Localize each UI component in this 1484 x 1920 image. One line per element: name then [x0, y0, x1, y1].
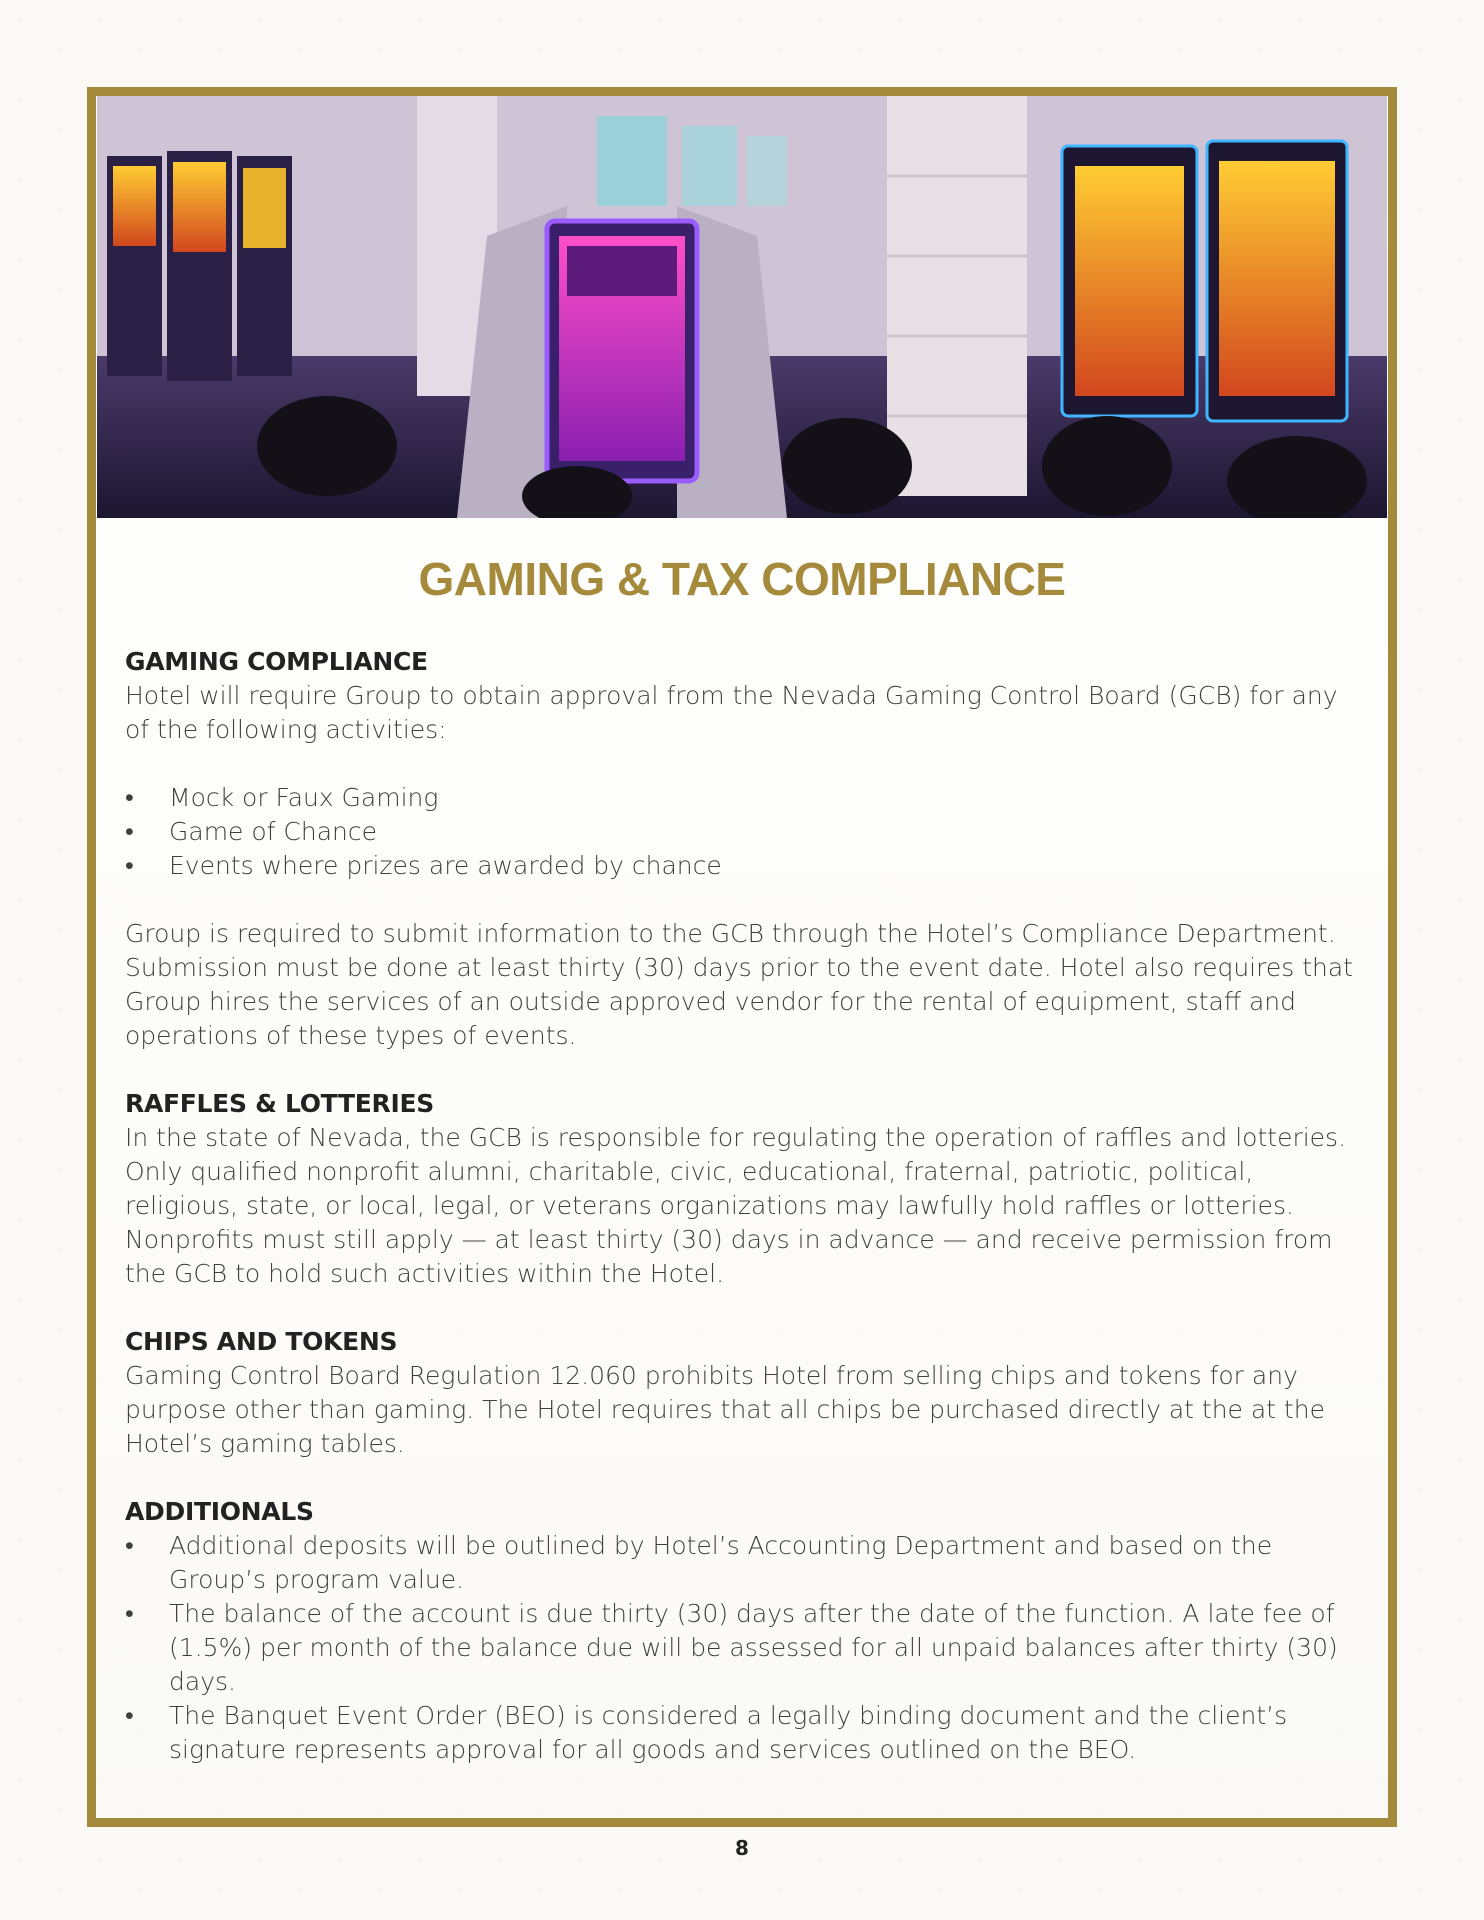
bullet-icon: •	[125, 783, 134, 812]
bullet-icon: •	[125, 851, 134, 880]
casino-photo-illustration	[97, 96, 1387, 518]
additionals-list	[125, 1529, 1360, 1767]
list-item-text: Mock or Faux Gaming	[169, 783, 439, 812]
list-item	[125, 1597, 1360, 1699]
list-item	[125, 1699, 1360, 1767]
chips-tokens-section	[125, 1325, 1360, 1461]
list-item-text: The Banquet Event Order (BEO) is considered a legally binding document and the client’s signature represents approval for all goods and services outlined on the BEO.	[169, 1701, 1288, 1764]
bullet-icon: •	[125, 1599, 134, 1628]
list-item-text: Additional deposits will be outlined by Hotel’s Accounting Department and based on the Group’s program value.	[169, 1531, 1273, 1594]
list-item	[125, 815, 1360, 849]
section-body: Gaming Control Board Regulation 12.060 prohibits Hotel from selling chips and tokens for any purpose other than gaming. The Hotel requires that all chips be purchased directly at the at the Hotel’s gaming tables.	[125, 1361, 1325, 1458]
main-content	[125, 645, 1360, 1801]
gaming-activities-list	[125, 781, 1360, 883]
list-item-text: The balance of the account is due thirty (30) days after the date of the function. A late fee of (1.5%) per month of the balance due will be assessed for all unpaid balances after thirty (30) days.	[169, 1599, 1338, 1696]
gaming-compliance-section	[125, 645, 1360, 1053]
bullet-icon: •	[125, 1701, 134, 1730]
list-item	[125, 849, 1360, 883]
list-item	[125, 781, 1360, 815]
section-heading: CHIPS AND TOKENS	[125, 1327, 398, 1356]
section-heading: ADDITIONALS	[125, 1497, 314, 1526]
additionals-section	[125, 1495, 1360, 1767]
page-number: 8	[735, 1836, 749, 1860]
bullet-icon: •	[125, 1531, 134, 1560]
list-item	[125, 1529, 1360, 1597]
page-title: GAMING & TAX COMPLIANCE	[418, 553, 1066, 605]
list-item-text: Events where prizes are awarded by chance	[169, 851, 722, 880]
bullet-icon: •	[125, 817, 134, 846]
section-intro: Hotel will require Group to obtain approval from the Nevada Gaming Control Board (GCB) for any of the following activities:	[125, 681, 1338, 744]
casino-photo	[97, 96, 1387, 518]
section-heading: RAFFLES & LOTTERIES	[125, 1089, 434, 1118]
section-body: Group is required to submit information to the GCB through the Hotel’s Compliance Department. Submission must be done at least thirty (30) days prior to the event date. Hotel also requires that Group hires the services of an outside approved vendor for the rental of equipment, staff and operations of these types of events.	[125, 919, 1353, 1050]
section-body: In the state of Nevada, the GCB is responsible for regulating the operation of raffles and lotteries. Only qualified nonprofit alumni, charitable, civic, educational, fraternal, patriotic, political, religious, state, or local, legal, or veterans organizations may lawfully hold raffles or lotteries. Nonprofits must still apply — at least thirty (30) days in advance — and receive permission from the GCB to hold such activities within the Hotel.	[125, 1123, 1347, 1288]
section-heading: GAMING COMPLIANCE	[125, 647, 428, 676]
raffles-lotteries-section	[125, 1087, 1360, 1291]
list-item-text: Game of Chance	[169, 817, 378, 846]
